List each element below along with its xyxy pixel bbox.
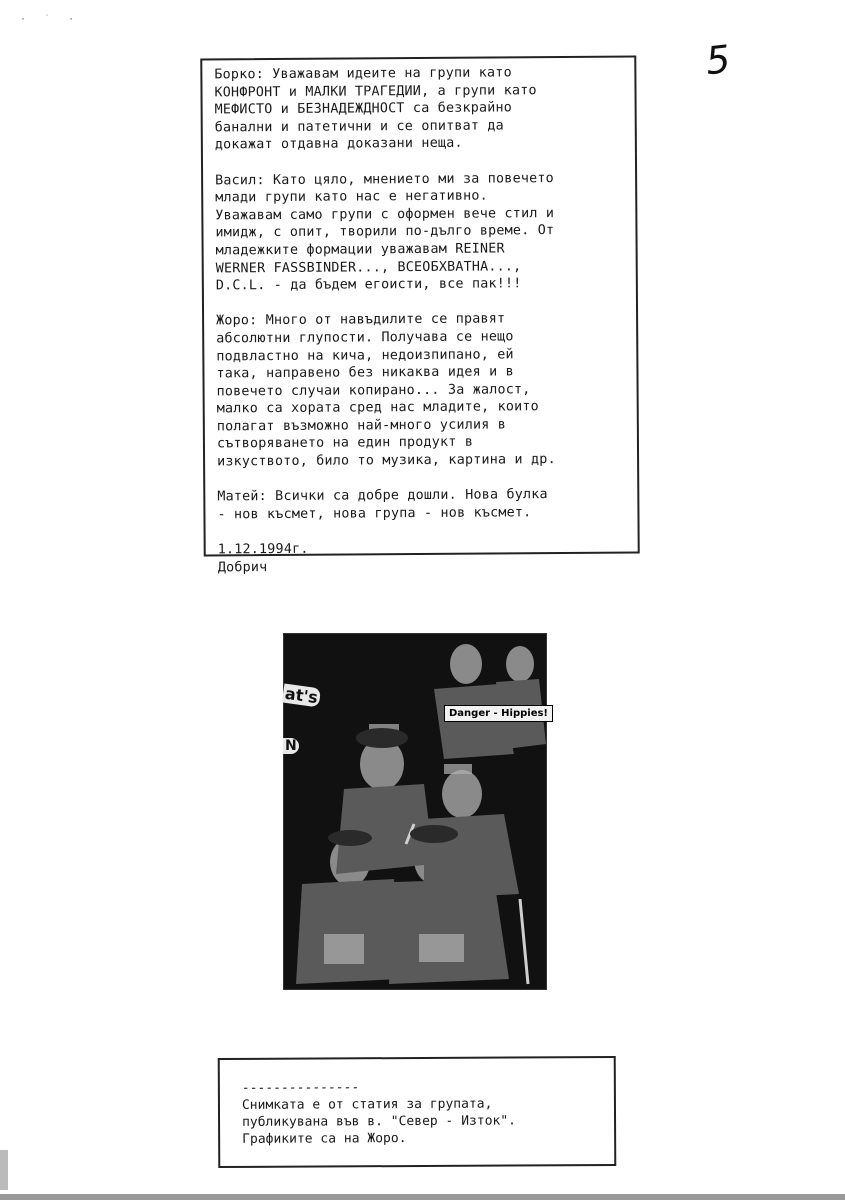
text-line: младежките формации уважавам REINER <box>215 241 505 259</box>
text-line: повечето случаи копирано... За жалост, <box>216 381 531 400</box>
text-line: Жоро: Много от навъдилите се правят <box>216 311 506 329</box>
text-line: КОНФРОНТ и МАЛКИ ТРАГЕДИИ, а групи като <box>214 82 537 101</box>
text-line: банални и патетични и се опитват да <box>214 118 504 136</box>
scan-specks: · ˙ · <box>20 14 81 25</box>
article-fragment-top: at's <box>283 683 320 708</box>
text-line: изкуството, било то музика, картина и др. <box>217 452 556 470</box>
text-line: D.C.L. - да бъдем егоисти, все пак!!! <box>215 276 522 294</box>
band-photo-illustration <box>284 634 546 989</box>
scan-edge-bottom <box>0 1194 845 1200</box>
place-line: Добрич <box>217 559 268 576</box>
text-line: Васил: Като цяло, мнението ми за повечето <box>215 170 554 188</box>
text-line: абсолютни глупости. Получава се нещо <box>216 329 514 347</box>
interview-text-box <box>200 55 639 576</box>
paragraph-zhoro <box>216 310 629 471</box>
text-line: Уважавам само групи с оформен вече стил и <box>215 205 555 224</box>
text-line: сътворяването на един продукт в <box>216 435 474 452</box>
article-fragment-mid: N <box>285 738 297 754</box>
text-line: WERNER FASSBINDER..., ВСЕОБХВАТНА..., <box>215 258 522 276</box>
caption-line: Снимката е от статия за групата, <box>241 1096 493 1113</box>
page-number: 5 <box>703 36 733 84</box>
text-line: - нов късмет, нова група - нов късмет. <box>217 505 532 523</box>
text-line: полагат възможно най-много усилия в <box>216 417 507 435</box>
text-line: докажат отдавна доказани неща. <box>214 136 463 153</box>
text-line: подвластно на кича, недоизпипано, ей <box>216 346 514 364</box>
text-line: МЕФИСТО и БЕЗНАДЕЖДНОСТ са безкрайно <box>214 100 513 118</box>
caption-box <box>218 1056 617 1168</box>
text-line: така, направено без никаква идея и в <box>216 364 514 382</box>
scan-edge-left <box>0 1150 8 1190</box>
caption-line: публикувана във в. "Север - Изток". <box>242 1113 517 1130</box>
date-line: 1.12.1994г. <box>217 541 309 558</box>
text-line: млади групи като нас е негативно. <box>215 188 488 206</box>
paragraph-vasil <box>215 169 628 295</box>
danger-hippies-label: Danger - Hippies! <box>444 705 553 722</box>
text-line: Матей: Всички са добре дошли. Нова булка <box>217 487 548 505</box>
text-line: Борко: Уважавам идеите на групи като <box>214 65 512 83</box>
paragraph-matey <box>217 486 629 524</box>
caption-separator: --------------- <box>241 1080 360 1096</box>
text-line: имидж, с опит, творили по-дълго време. От <box>215 223 555 241</box>
band-photo <box>283 633 547 990</box>
date-place <box>218 539 630 577</box>
caption-line: Графиките са на Жоро. <box>242 1131 407 1147</box>
paragraph-borko <box>214 64 627 155</box>
text-line: малко са хората сред нас младите, които <box>216 399 539 417</box>
